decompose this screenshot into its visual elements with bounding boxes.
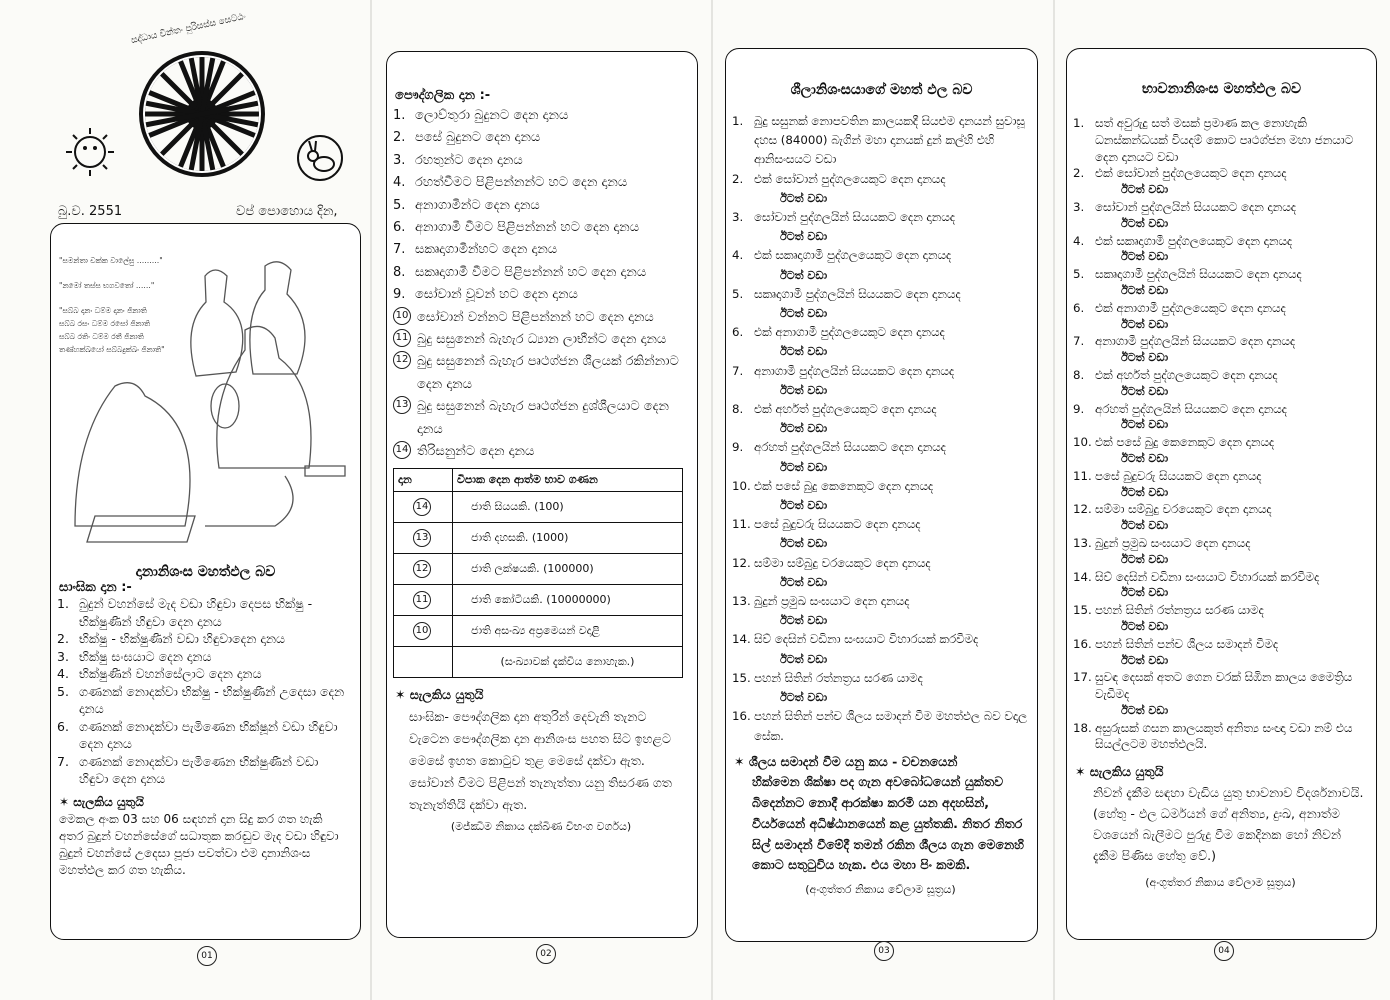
item-number: 1. xyxy=(57,596,69,611)
table-row xyxy=(394,522,683,553)
item-result: ඊටත් වඩා xyxy=(780,614,828,628)
item-text: බුදු සසුනෙන් බැහැර පෘථග්ජන ශීලයක් රකින්නාට දෙන දානය xyxy=(417,354,679,392)
item-number: 10 xyxy=(393,307,411,325)
dana-number-cell xyxy=(394,522,453,553)
table-header: දාන xyxy=(394,468,453,491)
table-row xyxy=(394,491,683,522)
item-text: සත් අවුරුදු සත් මසක් ප්‍රමාණ කල නොහැකි ධනස්කන්ධයක් වියදම් කොට පෘථග්ජන මහා ජනයාට දෙන දානයට වඩා xyxy=(1095,116,1354,164)
table-row xyxy=(394,553,683,584)
item-text: සෝවාන් වන්නට පිළිපන්නන් හට දෙන දානය xyxy=(417,309,654,325)
item-text: එක් අර්හත් පුද්ගලයෙකුට දෙන දානයද xyxy=(754,402,937,417)
item-number: 11. xyxy=(1073,468,1092,483)
item-result: ඊටත් වඩා xyxy=(780,191,828,205)
list-item xyxy=(57,683,350,718)
list-item xyxy=(57,595,350,630)
item-text: සෝවාන් පුද්ගලයින් සියයකට දෙන දානයද xyxy=(754,210,955,225)
item-number: 13 xyxy=(393,396,411,414)
table-row xyxy=(394,584,683,615)
item-number: 14. xyxy=(1073,569,1092,584)
note-box xyxy=(387,678,697,838)
buddhist-era: බු.ව. 2551 xyxy=(58,204,123,219)
note-text: මෙකල අංක 03 සහ 06 සඳහන් දාන සිදු කර ගත හැකි අතර බුදුන් වහන්සේගේ සධාතුක කරඬුව මැද වඩා හිඳුවා බුදුන් වහන්සේ උදෙසා පූජා පවත්වා එම දානානිශංස මහත්ඵල කර ගත හැකිය. xyxy=(59,811,339,877)
panel-bhavana xyxy=(1066,48,1377,940)
item-result: ඊටත් වඩා xyxy=(780,307,828,321)
item-result: ඊටත් වඩා xyxy=(1121,283,1169,297)
item-result: ඊටත් වඩා xyxy=(1121,451,1169,465)
note-title: ✶ ශීලය සමාදන් වීම යනු කය - වචනයෙන් xyxy=(734,753,958,769)
item-text: පහන් සිතින් රත්නත්‍රය සරණ යාමද xyxy=(754,670,923,685)
item-text: බුදුන් ප්‍රමුඛ සංඝයාට දෙන දානයද xyxy=(754,594,910,609)
item-text: බුදුන් වහන්සේ මැද වඩා හිඳුවා දෙපස භික්ෂු - භික්ෂුණීන් හිඳුවා දෙන දානය xyxy=(79,596,313,629)
item-number: 14. xyxy=(732,632,751,647)
section-heading: සාංඝික දාන :- xyxy=(59,580,132,595)
note-text: සාංඝික- පෞද්ගලික දාන අතුරින් දෙවැනි තැනට වැටෙන පෞද්ගලික දාන ආනිශංස පහත සිට ඉහළට මෙසේ ඉහත කොටුව තුළ මෙසේ දක්වා ඇත. සෝවාන් වීමට පිළිපන් තැනැත්තා යනු තිසරණ ගත තැනැත්තියි දක්වා ඇත. xyxy=(409,708,672,812)
list-item xyxy=(57,630,350,648)
item-text: පහන් සිතින් පන්ච ශීලය සමාදන් වීම මහත්ඵල බව වදාල සේක. xyxy=(754,709,1028,743)
list-item xyxy=(732,170,1029,189)
caption-line: සබ්බ රසං ධම්ම රසෝ ජිනාති xyxy=(59,319,151,328)
caption-line: "සමන්තා චක්ක වාලේසු ………" xyxy=(59,256,163,265)
list-item xyxy=(1073,636,1368,653)
item-number: 6. xyxy=(393,220,406,236)
item-text: එක් සෝවාන් පුද්ගලයෙකුට දෙන දානයද xyxy=(754,171,946,186)
item-text: භික්ෂු - භික්ෂුණීන් වඩා හිඳුවාදෙන දානය xyxy=(79,631,286,646)
list-item xyxy=(57,648,350,666)
fold-line xyxy=(1053,0,1055,1000)
list-item xyxy=(393,307,689,329)
list-item xyxy=(732,362,1029,381)
list-item xyxy=(1073,501,1368,518)
item-number: 12. xyxy=(732,555,751,570)
list-item xyxy=(732,400,1029,419)
header-emblems xyxy=(30,0,370,220)
item-text: ලොව්තුරා බුදුනට දෙන දානය xyxy=(415,108,569,123)
page-number: 03 xyxy=(874,941,894,961)
panel-title: භාවනානිශංස මහත්ඵල බව xyxy=(1141,81,1302,97)
panel-paudgalika-dana xyxy=(386,51,698,938)
item-text: සෝවාන් වූවන් හට දෙන දානය xyxy=(415,287,578,303)
item-result: ඊටත් වඩා xyxy=(1121,519,1169,533)
item-text: අනාගාමී වීමට පිළිපන්නන් හට දෙන දානය xyxy=(415,220,640,236)
page-number: 04 xyxy=(1214,941,1234,961)
item-number: 1. xyxy=(1073,116,1085,130)
list-item xyxy=(1073,115,1368,165)
reference: (මජ්ඣිම නිකාය දක්ඛිණ විභංග වර්ගය) xyxy=(450,819,632,833)
list-item xyxy=(732,208,1029,227)
item-number: 5. xyxy=(57,683,69,699)
item-result: ඊටත් වඩා xyxy=(780,230,828,244)
item-number: 6. xyxy=(732,325,744,340)
dana-number-cell xyxy=(394,584,453,615)
item-number: 14 xyxy=(393,441,411,459)
item-text: එක් සකෘදාගාමී පුද්ගලයෙකුට දෙන දානයද xyxy=(1095,233,1293,248)
dana-number-cell xyxy=(394,615,453,646)
item-result: ඊටත් වඩා xyxy=(780,691,828,705)
dana-number: 10 xyxy=(413,622,431,640)
item-result: ඊටත් වඩා xyxy=(1121,552,1169,566)
list-item xyxy=(732,592,1029,611)
table-header: විපාක දෙන ආත්ම භාව ගණන xyxy=(453,468,683,491)
list-item xyxy=(732,285,1029,304)
list-item xyxy=(1073,266,1368,283)
item-text: සුවඳ දෙසක් අතට ගෙන වරක් සිඹින කාලය මෛත්‍රිය වැඩීමද xyxy=(1095,670,1353,702)
note-box xyxy=(726,746,1037,901)
sanghika-dana-list xyxy=(51,595,360,788)
list-item xyxy=(393,150,689,172)
item-number: 16. xyxy=(732,709,751,724)
list-item xyxy=(393,105,689,127)
item-text: බුදු සසුනෙන් බැහැර පෘථග්ජන දුශ්ශීලයාට දෙන දානය xyxy=(417,399,669,437)
item-text: පසේ බුදුනට දෙන දානය xyxy=(415,130,541,146)
caption-line: "සබ්බ දානං ධම්ම දානං ජිනාති xyxy=(59,306,147,315)
item-number: 1. xyxy=(732,114,744,128)
caption-line: තණ්හක්ඛයෝ සබ්බදුක්ඛං ජිනාති" xyxy=(59,345,165,354)
item-number: 4. xyxy=(732,248,744,263)
item-text: බුදු සසුනෙන් බැහැර ධ්‍යාන ලාභීන්ට දෙන දානය xyxy=(417,332,667,348)
item-number: 3. xyxy=(393,152,406,168)
item-number: 3. xyxy=(732,210,744,225)
list-item xyxy=(732,323,1029,342)
item-number: 5. xyxy=(393,197,406,213)
list-item xyxy=(57,665,350,683)
item-number: 3. xyxy=(1073,199,1085,214)
item-number: 5. xyxy=(732,286,744,301)
list-item xyxy=(1073,165,1368,182)
dana-number: 14 xyxy=(413,498,431,516)
dana-number: 13 xyxy=(413,529,431,547)
list-item xyxy=(732,669,1029,688)
item-number: 8. xyxy=(1073,367,1085,382)
paudgalika-dana-list xyxy=(387,105,697,464)
list-item xyxy=(732,477,1029,496)
list-item xyxy=(1073,468,1368,485)
note-text: නිවන් දැකීම සඳහා වැඩිය යුතු භාවනාව විදර්ශනාවයි. (හේතු - ඵල ධර්මයන් ගේ අනිත්‍ය, දුඃඛ, අනාත්ම වශයෙන් බැලීමට පුරුදු වීම කෙදිනක හෝ නිවන් දැකීම පිණිස හේතු වේ.) xyxy=(1093,785,1364,864)
item-number: 7. xyxy=(1073,334,1085,349)
results-table xyxy=(393,468,683,678)
item-number: 1. xyxy=(393,108,406,123)
list-item xyxy=(393,217,689,239)
fold-line xyxy=(370,0,372,1000)
result-cell: ජාති අසංඛ්‍ය අප්‍රමෙයන් වදාළි xyxy=(453,615,683,646)
panel-title: ශීලානිශංසයාගේ මහත් ඵල බව xyxy=(790,82,973,98)
panel-dana xyxy=(50,223,361,940)
sun-face-logo xyxy=(66,128,114,176)
note-title: ✶ සැලකිය යුතුයි xyxy=(395,686,484,702)
item-number: 7. xyxy=(732,363,744,378)
table-row xyxy=(394,615,683,646)
item-text: අරහත් පුද්ගලයින් සියයකට දෙන දානයද xyxy=(754,440,946,455)
item-text: එක් අනාගාමී පුද්ගලයෙකුට දෙන දානයද xyxy=(754,325,945,340)
note-title: ✶ සැලකිය යුතුයි xyxy=(1075,764,1164,780)
fold-line xyxy=(711,0,713,1000)
item-number: 15. xyxy=(1073,603,1092,618)
item-text: පහන් සිතින් පන්ච ශීලය සමාදන් වීමද xyxy=(1095,636,1279,651)
list-item xyxy=(732,554,1029,573)
section-heading: පෞද්ගලික දාන :- xyxy=(395,88,491,103)
item-result: ඊටත් වඩා xyxy=(780,537,828,551)
item-text: පසේ බුදුවරු සියයකට දෙන දානයද xyxy=(1095,468,1262,483)
item-number: 2. xyxy=(57,631,69,646)
list-item xyxy=(1073,569,1368,586)
item-text: රහතුන්ට දෙන දානය xyxy=(415,152,523,168)
table-cell xyxy=(394,646,453,677)
item-result: ඊටත් වඩා xyxy=(1121,384,1169,398)
item-text: අසුරුසක් ගසන කාලයකුත් අනිත්‍ය සංඥා වඩා නම් එය සියල්ලටම මහත්ඵලයි. xyxy=(1095,720,1353,752)
list-item xyxy=(393,396,689,441)
panel-sila xyxy=(725,48,1038,942)
list-item xyxy=(732,515,1029,534)
note-box xyxy=(51,788,360,879)
caption-line: සබ්බ රතිං ධම්ම රතී ජිනාති xyxy=(59,332,144,341)
item-result: ඊටත් වඩා xyxy=(1121,183,1169,197)
item-number: 10. xyxy=(1073,435,1092,450)
list-item xyxy=(393,195,689,217)
item-text: එක් අර්හත් පුද්ගලයෙකුට දෙන දානයද xyxy=(1095,367,1278,382)
sila-benefits-list xyxy=(726,112,1037,746)
list-item xyxy=(393,329,689,351)
list-item xyxy=(1073,300,1368,317)
reference: (අංගුත්තර නිකාය වේලාම සූත්‍රය) xyxy=(805,882,956,896)
item-text: ගණනක් නොදක්වා පැමිණෙන භික්ෂුණීන් වඩා හිඳුවා දෙන දානය xyxy=(79,753,319,786)
item-result: ඊටත් වඩා xyxy=(1121,250,1169,264)
item-number: 7. xyxy=(57,753,69,769)
item-result: ඊටත් වඩා xyxy=(780,652,828,666)
page-number: 02 xyxy=(536,944,556,964)
item-text: ගණනක් නොදක්වා භික්ෂු - භික්ෂුණීන් උදෙසා දෙන දානය xyxy=(79,683,345,716)
item-number: 2. xyxy=(732,171,744,186)
item-text: ගණනක් නොදක්වා පැමිණෙන භික්ෂූන් වඩා හිඳුවා දෙන දානය xyxy=(79,718,338,751)
list-item xyxy=(57,718,350,753)
item-number: 9. xyxy=(1073,401,1085,416)
item-number: 13. xyxy=(1073,535,1092,550)
item-number: 13. xyxy=(732,594,751,609)
item-text: භික්ෂු සංඝයාට දෙන දානය xyxy=(79,648,212,664)
dharma-wheel-logo xyxy=(142,54,262,174)
result-cell: ජාති ලක්ෂයකි. (100000) xyxy=(453,553,683,584)
result-cell: ජාති සියයකි. (100) xyxy=(453,491,683,522)
list-item xyxy=(1073,434,1368,451)
item-result: ඊටත් වඩා xyxy=(1121,703,1169,717)
item-number: 8. xyxy=(393,264,406,280)
page-number: 01 xyxy=(197,946,217,966)
item-number: 8. xyxy=(732,402,744,417)
list-item xyxy=(1073,602,1368,619)
dana-number: 11 xyxy=(413,591,431,609)
list-item xyxy=(732,630,1029,649)
item-number: 12. xyxy=(1073,502,1092,517)
item-text: සිව් දෙසින් වඩිනා සංඝයාට විහාරයක් කරවීමද xyxy=(1095,569,1320,584)
item-result: ඊටත් වඩා xyxy=(1121,418,1169,432)
item-number: 15. xyxy=(732,670,751,685)
item-result: ඊටත් වඩා xyxy=(1121,619,1169,633)
item-text: තිරිසනුන්ට දෙන දානය xyxy=(417,444,535,460)
item-result: ඊටත් වඩා xyxy=(780,460,828,474)
bhavana-benefits-list xyxy=(1067,115,1376,753)
dana-number-cell xyxy=(394,553,453,584)
item-number: 6. xyxy=(1073,300,1085,315)
item-number: 10. xyxy=(732,478,751,493)
list-item xyxy=(732,246,1029,265)
result-cell: ජාති දහසකි. (1000) xyxy=(453,522,683,553)
item-text: සිව් දෙසින් වඩිනා සංඝයාට විහාරයක් කරවීමද xyxy=(754,632,979,647)
list-item xyxy=(1073,367,1368,384)
item-result: ඊටත් වඩා xyxy=(780,268,828,282)
item-number: 18. xyxy=(1073,720,1092,735)
item-number: 4. xyxy=(1073,233,1085,248)
list-item xyxy=(1073,720,1368,754)
list-item xyxy=(1073,401,1368,418)
item-text: අරහත් පුද්ගලයින් සියයකට දෙන දානයද xyxy=(1095,401,1287,416)
item-number: 9. xyxy=(732,440,744,455)
list-item xyxy=(393,262,689,284)
item-text: එක් පසේ බුදු කෙනෙකුට දෙන දානයද xyxy=(754,478,934,493)
dana-number: 12 xyxy=(413,560,431,578)
list-item xyxy=(393,351,689,396)
item-number: 9. xyxy=(393,287,406,303)
item-text: සම්මා සම්බුදු වරයෙකුට දෙන දානයද xyxy=(1095,502,1272,517)
item-result: ඊටත් වඩා xyxy=(780,499,828,513)
list-item xyxy=(393,239,689,261)
item-result: ඊටත් වඩා xyxy=(1121,317,1169,331)
item-text: එක් සකෘදාගාමී පුද්ගලයෙකුට දෙන දානයද xyxy=(754,248,952,263)
item-text: පසේ බුදුවරු සියයකට දෙන දානයද xyxy=(754,517,921,532)
item-text: සකෘදාගාමී පුද්ගලයින් සියයකට දෙන දානයද xyxy=(1095,267,1302,282)
item-result: ඊටත් වඩා xyxy=(1121,586,1169,600)
item-text: අනාගාමී පුද්ගලයින් සියයකට දෙන දානයද xyxy=(1095,334,1296,349)
panel-title: දානානිශංස මහත්ඵල බව xyxy=(135,564,276,580)
dana-number-cell xyxy=(394,491,453,522)
list-item xyxy=(1073,233,1368,250)
item-text: සම්මා සම්බුදු වරයෙකුට දෙන දානයද xyxy=(754,555,931,570)
item-text: සකෘදාගාමී පුද්ගලයින් සියයකට දෙන දානයද xyxy=(754,286,961,301)
item-text: බුදුන් ප්‍රමුඛ සංඝයාට දෙන දානයද xyxy=(1095,535,1251,550)
item-text: සකෘදාගාමී වීමට පිළිපන්නන් හට දෙන දානය xyxy=(415,264,647,280)
table-footer: (සංඛ්‍යාවක් දැක්විය නොහැක.) xyxy=(453,646,683,677)
list-item xyxy=(1073,535,1368,552)
item-result: ඊටත් වඩා xyxy=(1121,351,1169,365)
item-number: 5. xyxy=(1073,267,1085,282)
item-number: 2. xyxy=(1073,166,1085,181)
list-item xyxy=(393,284,689,306)
item-text: එක් පසේ බුදු කෙනෙකුට දෙන දානයද xyxy=(1095,435,1275,450)
list-item xyxy=(1073,333,1368,350)
caption-line: "නමෝ තස්ස භගවතෝ ……" xyxy=(59,281,155,290)
emblem-text: සද්ධාය චින්තං පුරිසස්ස සෙට්ඨං xyxy=(130,11,247,47)
item-text: සෝවාන් පුද්ගලයින් සියයකට දෙන දානයද xyxy=(1095,199,1296,214)
rabbit-moon-logo xyxy=(298,136,342,180)
note-title: ✶ සැලකිය යුතුයි xyxy=(59,794,144,809)
item-result: ඊටත් වඩා xyxy=(1121,216,1169,230)
list-item xyxy=(732,438,1029,457)
note-box xyxy=(1067,753,1376,893)
item-text: එක් සෝවාන් පුද්ගලයෙකුට දෙන දානයද xyxy=(1095,166,1287,181)
list-item xyxy=(732,707,1029,745)
item-number: 7. xyxy=(393,242,406,258)
item-number: 4. xyxy=(393,175,406,191)
item-result: ඊටත් වඩා xyxy=(780,422,828,436)
list-item xyxy=(393,172,689,194)
note-text: හික්මෙන ශික්ෂා පද ගැන අවබෝධයෙන් යුක්තව බිදෙන්නට නොදී ආරක්ෂා කරමි යන අදහසින්, වීර්යයෙන් අධිෂ්ඨානයෙන් කළ යුත්තකි. නිතර නිතර සිල් සමාදන් වීමේදී තමන් රකින ශීලය ගැන මෙනෙහි කොට සතුටුවිය හැක. එය මහා පිං කමකි. xyxy=(752,774,1024,873)
list-item xyxy=(1073,669,1368,703)
result-cell: ජාති කෝටියකි. (10000000) xyxy=(453,584,683,615)
item-number: 2. xyxy=(393,130,406,146)
item-number: 6. xyxy=(57,718,69,734)
list-item xyxy=(1073,199,1368,216)
item-number: 4. xyxy=(57,666,69,681)
item-result: ඊටත් වඩා xyxy=(1121,653,1169,667)
item-number: 11. xyxy=(732,517,751,532)
list-item xyxy=(393,127,689,149)
item-result: ඊටත් වඩා xyxy=(1121,485,1169,499)
list-item xyxy=(57,753,350,788)
illustration-captions xyxy=(59,254,209,356)
item-text: අනාගාමීන්ට දෙන දානය xyxy=(415,197,540,213)
item-text: භික්ෂුණීන් වහන්සේලාට දෙන දානය xyxy=(79,666,262,681)
item-text: සකෘදාගාමීන්හට දෙන දානය xyxy=(415,242,558,258)
item-result: ඊටත් වඩා xyxy=(780,383,828,397)
list-item xyxy=(732,112,1029,170)
item-number: 16. xyxy=(1073,636,1092,651)
item-result: ඊටත් වඩා xyxy=(780,575,828,589)
reference: (අංගුත්තර නිකාය වේලාම සූත්‍රය) xyxy=(1145,876,1296,890)
item-result: ඊටත් වඩා xyxy=(780,345,828,359)
item-text: බුදු සසුනක් නොපවතින කාලයකදී සියළුම දානයන් සුවාසූ දහස (84000) බැගින් මහා දානයක් දුන් කල්හි එහි ආනිසංසයට වඩා xyxy=(754,114,1025,167)
item-number: 12 xyxy=(393,351,411,369)
item-text: පහන් සිතින් රත්නත්‍රය සරණ යාමද xyxy=(1095,603,1264,618)
item-text: රහත්වීමට පිළිපන්නන්ට හට දෙන දානය xyxy=(415,175,628,191)
item-number: 3. xyxy=(57,648,69,664)
item-number: 17. xyxy=(1073,670,1092,685)
table-row xyxy=(394,646,683,677)
item-text: එක් අනාගාමී පුද්ගලයෙකුට දෙන දානයද xyxy=(1095,300,1286,315)
poya-day: වප් පොහොය දින, xyxy=(236,204,338,219)
item-number: 11 xyxy=(393,329,411,347)
list-item xyxy=(393,441,689,463)
item-text: අනාගාමී පුද්ගලයින් සියයකට දෙන දානයද xyxy=(754,363,955,378)
